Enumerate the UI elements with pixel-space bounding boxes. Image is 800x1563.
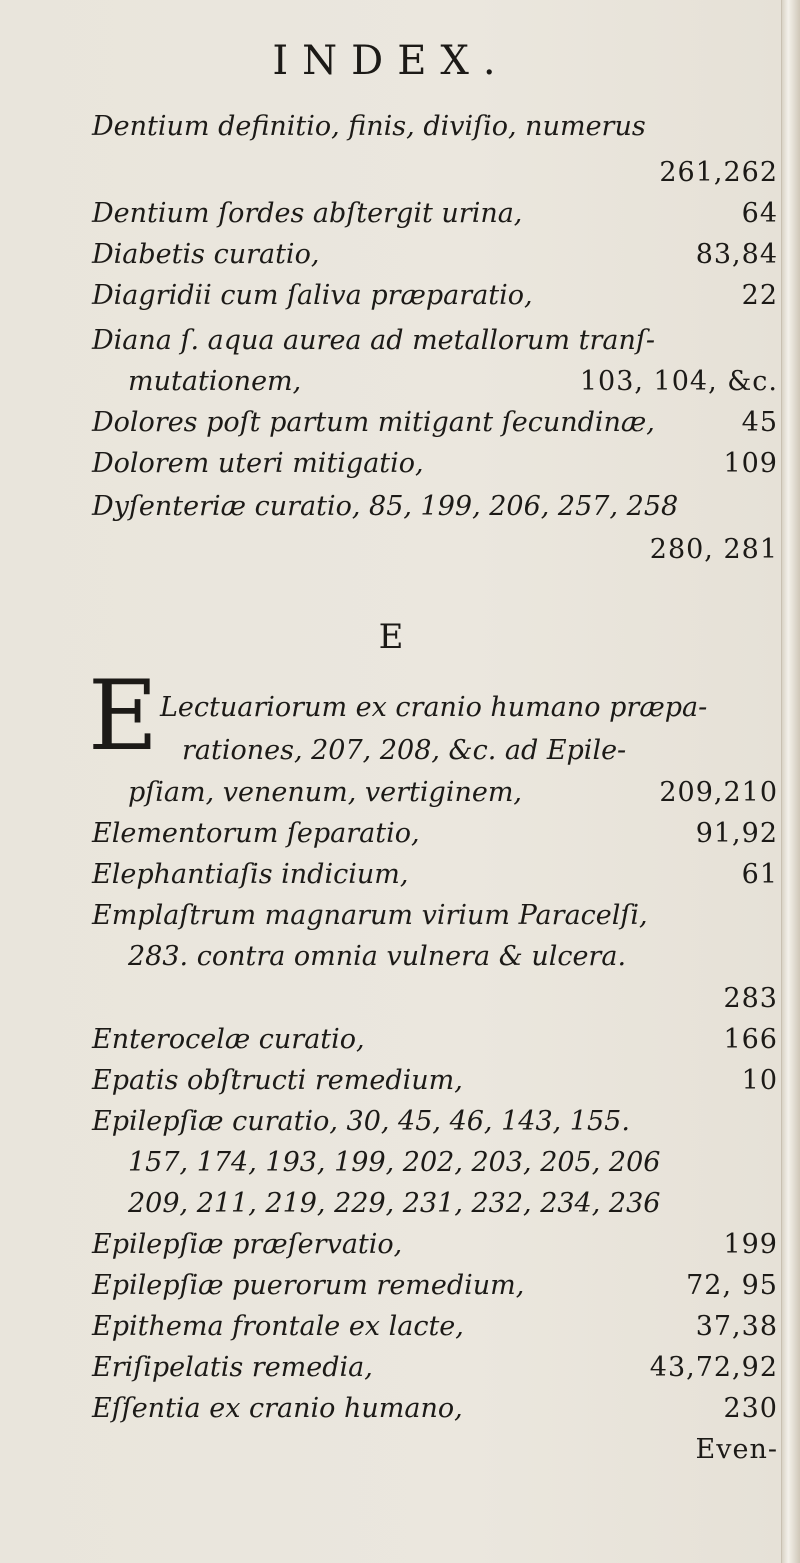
entry-text: Epilepſiæ præſervatio,	[92, 1229, 403, 1260]
index-entry	[128, 1181, 778, 1227]
entry-text: Emplaſtrum magnarum virium Paracelſi,	[92, 900, 648, 931]
entry-page-numbers: 37,38	[695, 1311, 778, 1342]
index-entry	[128, 770, 778, 816]
entry-text: Elephantiaſis indicium,	[92, 859, 409, 890]
entry-text: Elementorum ſeparatio,	[92, 818, 420, 849]
entry-text: Epilepſiæ curatio, 30, 45, 46, 143, 155.	[92, 1106, 630, 1137]
index-entry	[92, 811, 778, 857]
entry-text: Dyſenteriæ curatio, 85, 199, 206, 257, 258	[92, 491, 679, 522]
entry-text: Eriſipelatis remedia,	[92, 1352, 373, 1383]
entry-text: Dentium ſordes abſtergit urina,	[92, 198, 523, 229]
entry-page-numbers: 83,84	[695, 239, 778, 270]
index-entry	[92, 1304, 778, 1350]
index-entry	[128, 359, 778, 405]
page-header: INDEX.	[272, 38, 510, 84]
entry-text: mutationem,	[128, 366, 302, 397]
entry-text: 283. contra omnia vulnera & ulcera.	[128, 941, 627, 972]
entry-page-numbers: 22	[741, 280, 778, 311]
entry-page-numbers: 209,210	[659, 777, 778, 808]
entry-page-numbers: 64	[741, 198, 778, 229]
entry-text: Dolores poſt partum mitigant ſecundinæ,	[92, 407, 655, 438]
catchword-text: Even-	[695, 1434, 778, 1465]
index-entry	[92, 191, 778, 237]
entry-text: Epatis obſtructi remedium,	[92, 1065, 463, 1096]
entry-text: pſiam, venenum, vertiginem,	[128, 777, 523, 808]
entry-page-numbers: 199	[723, 1229, 778, 1260]
entry-page-numbers: 261,262	[659, 157, 778, 188]
drop-cap: E	[88, 660, 159, 772]
entry-text: Eſſentia ex cranio humano,	[92, 1393, 463, 1424]
entry-text: Diagridii cum ſaliva præparatio,	[92, 280, 533, 311]
entry-page-numbers: 72, 95	[686, 1270, 778, 1301]
index-entry	[92, 893, 778, 939]
entry-page-numbers: 103, 104, &c.	[579, 366, 778, 397]
index-entry	[92, 273, 778, 319]
index-entry	[92, 232, 778, 278]
index-entry	[92, 1017, 778, 1063]
entry-page-numbers: 43,72,92	[649, 1352, 778, 1383]
entry-page-numbers: 166	[723, 1024, 778, 1055]
entry-page-numbers: 280, 281	[649, 534, 778, 565]
index-entry	[92, 1222, 778, 1268]
entry-text: Dentium definitio, finis, diviſio, numerus	[92, 111, 646, 142]
entry-text: Enterocelæ curatio,	[92, 1024, 365, 1055]
index-entry	[92, 318, 778, 364]
entry-page-numbers: 91,92	[695, 818, 778, 849]
index-entry	[92, 484, 778, 530]
entry-text: Dolorem uteri mitigatio,	[92, 448, 424, 479]
entry-page-numbers: 230	[723, 1393, 778, 1424]
entry-text: 157, 174, 193, 199, 202, 203, 205, 206	[128, 1147, 661, 1178]
index-entry	[92, 150, 778, 196]
index-entry	[92, 976, 778, 1022]
index-entry	[92, 1345, 778, 1391]
index-entry	[128, 1140, 778, 1186]
entry-text: rationes, 207, 208, &c. ad Epile-	[182, 735, 627, 766]
entry-page-numbers: 61	[741, 859, 778, 890]
entry-text: Epilepſiæ puerorum remedium,	[92, 1270, 525, 1301]
index-entry	[182, 728, 778, 774]
entry-page-numbers: 109	[723, 448, 778, 479]
entry-text: Lectuariorum ex cranio humano præpa-	[160, 692, 708, 723]
index-entry	[92, 1099, 778, 1145]
entry-text: Diana ſ. aqua aurea ad metallorum tranſ-	[92, 325, 655, 356]
index-entry	[92, 1058, 778, 1104]
entry-text: 209, 211, 219, 229, 231, 232, 234, 236	[128, 1188, 661, 1219]
page-gutter	[781, 0, 800, 1563]
index-entry	[92, 527, 778, 573]
index-entry	[92, 104, 778, 150]
index-entry	[92, 1263, 778, 1309]
entry-page-numbers: 10	[741, 1065, 778, 1096]
index-entry	[92, 852, 778, 898]
entry-text: Epithema frontale ex lacte,	[92, 1311, 464, 1342]
section-letter: E	[378, 617, 404, 657]
entry-page-numbers: 283	[723, 983, 778, 1014]
catchword	[92, 1427, 778, 1473]
index-entry	[92, 400, 778, 446]
index-entry	[92, 1386, 778, 1432]
entry-text: Diabetis curatio,	[92, 239, 320, 270]
index-entry	[160, 685, 778, 731]
index-entry	[92, 441, 778, 487]
index-entry	[128, 934, 778, 980]
entry-page-numbers: 45	[741, 407, 778, 438]
